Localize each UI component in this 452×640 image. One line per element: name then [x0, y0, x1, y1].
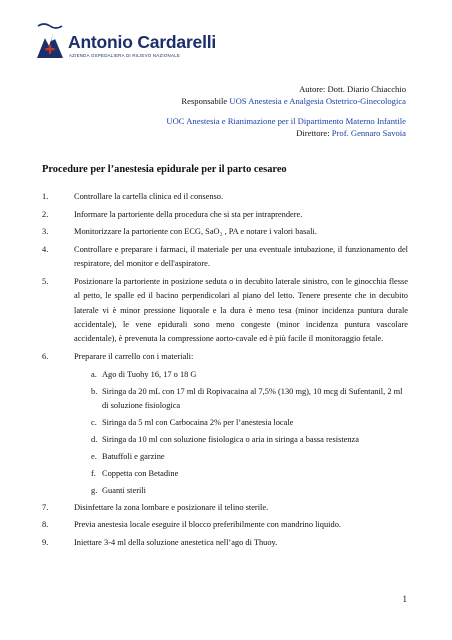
material-text: Siringa da 5 ml con Carbocaina 2% per l’anestesia locale: [102, 417, 294, 427]
step-number: 4.: [42, 245, 49, 255]
step-text: Previa anestesia locale eseguire il blocco preferibilmente con mandrino liquido.: [74, 520, 341, 530]
step-text: Preparare il carrello con i materiali:: [74, 351, 194, 361]
material-text: Guanti sterili: [102, 485, 146, 495]
material-text: Coppetta con Betadine: [102, 468, 179, 478]
list-item: [42, 536, 408, 550]
step-number: 9.: [42, 538, 49, 548]
step-number: 7.: [42, 502, 49, 512]
hospital-emblem-icon: [34, 22, 66, 62]
list-item: [42, 190, 408, 204]
author-prefix: Autore:: [299, 84, 328, 94]
step-text: Iniettare 3-4 ml della soluzione anestetica nell’ago di Thuoy.: [74, 538, 278, 548]
responsible-unit-link[interactable]: UOS Anestesia e Analgesia Ostetrico-Ginecologica: [229, 96, 406, 106]
step-text: Controllare e preparare i farmaci, il materiale per una eventuale intubazione, il funzionamento del respiratore, del monitor e dell'aspiratore.: [74, 245, 408, 269]
material-text: Siringa da 20 mL con 17 ml di Ropivacaina al 7,5% (130 mg), 10 mcg di Sufentanil, 2 ml di soluzione fisiologica: [102, 386, 403, 410]
material-letter: f.: [91, 468, 96, 478]
material-item: [91, 467, 408, 481]
list-item: [42, 275, 408, 346]
material-item: [91, 368, 408, 382]
material-item: [91, 484, 408, 498]
step-number: 8.: [42, 520, 49, 530]
list-item: [42, 208, 408, 222]
step-text: Informare la partoriente della procedura che si sta per intraprendere.: [74, 209, 303, 219]
author-name: Dott. Diario Chiacchio: [327, 84, 406, 94]
step-text: Posizionare la partoriente in posizione seduta o in decubito laterale sinistro, con le ginocchia flesse al petto, le spalle ed il bacino perpendicolari al piano del letto. Tenere presente che in decubito laterale vi è minor pressione liquorale e la dura è meno tesa (minor incidenza puntura durale accidentale), le vene epidurali sono meno congeste (minor incidenza puntura vascolare accidentale), è prevenuta la compressione aorto-cavale ed è più facile il monitoraggio fetale.: [74, 277, 408, 344]
material-item: [91, 433, 408, 447]
material-letter: e.: [91, 451, 97, 461]
list-item: [42, 518, 408, 532]
material-item: [91, 385, 408, 414]
list-item: [42, 501, 408, 515]
director-name-link[interactable]: Prof. Gennaro Savoia: [331, 128, 406, 138]
material-letter: c.: [91, 417, 97, 427]
list-item: [42, 243, 408, 272]
step-number: 2.: [42, 209, 49, 219]
material-item: [91, 416, 408, 430]
step-text: Disinfettare la zona lombare e posizionare il telino sterile.: [74, 502, 269, 512]
step-number: 5.: [42, 277, 49, 287]
responsible-line: [181, 96, 406, 107]
step-number: 3.: [42, 227, 49, 237]
page-number: 1: [402, 594, 407, 604]
responsible-prefix: Responsabile: [181, 96, 230, 106]
material-letter: g.: [91, 485, 98, 495]
material-text: Batuffoli e garzine: [102, 451, 165, 461]
list-item: [42, 350, 408, 364]
logo-hospital-subtitle: AZIENDA OSPEDALIERA DI RILIEVO NAZIONALE: [69, 53, 181, 58]
material-text: Ago di Tuohy 16, 17 o 18 G: [102, 369, 197, 379]
list-item: [42, 225, 408, 239]
step-number: 6.: [42, 351, 49, 361]
step-number: 1.: [42, 192, 49, 201]
material-letter: d.: [91, 434, 98, 444]
step-text: Monitorizzare la partoriente con ECG, SaO₂ , PA e notare i valori basali.: [74, 227, 317, 237]
logo-hospital-name: Antonio Cardarelli: [68, 32, 217, 52]
material-item: [91, 450, 408, 464]
material-letter: a.: [91, 369, 97, 379]
step-text: Controllare la cartella clinica ed il consenso.: [74, 192, 224, 201]
material-text: Siringa da 10 ml con soluzione fisiologica o aria in siringa a bassa resistenza: [102, 434, 359, 444]
director-prefix: Direttore:: [296, 128, 332, 138]
material-letter: b.: [91, 386, 98, 396]
procedure-list: [42, 190, 408, 554]
author-line: [299, 84, 406, 95]
director-line: [296, 128, 406, 139]
document-title: Procedure per l’anestesia epidurale per il parto cesareo: [42, 164, 287, 175]
department-line[interactable]: UOC Anestesia e Rianimazione per il Dipartimento Materno Infantile: [166, 116, 406, 126]
